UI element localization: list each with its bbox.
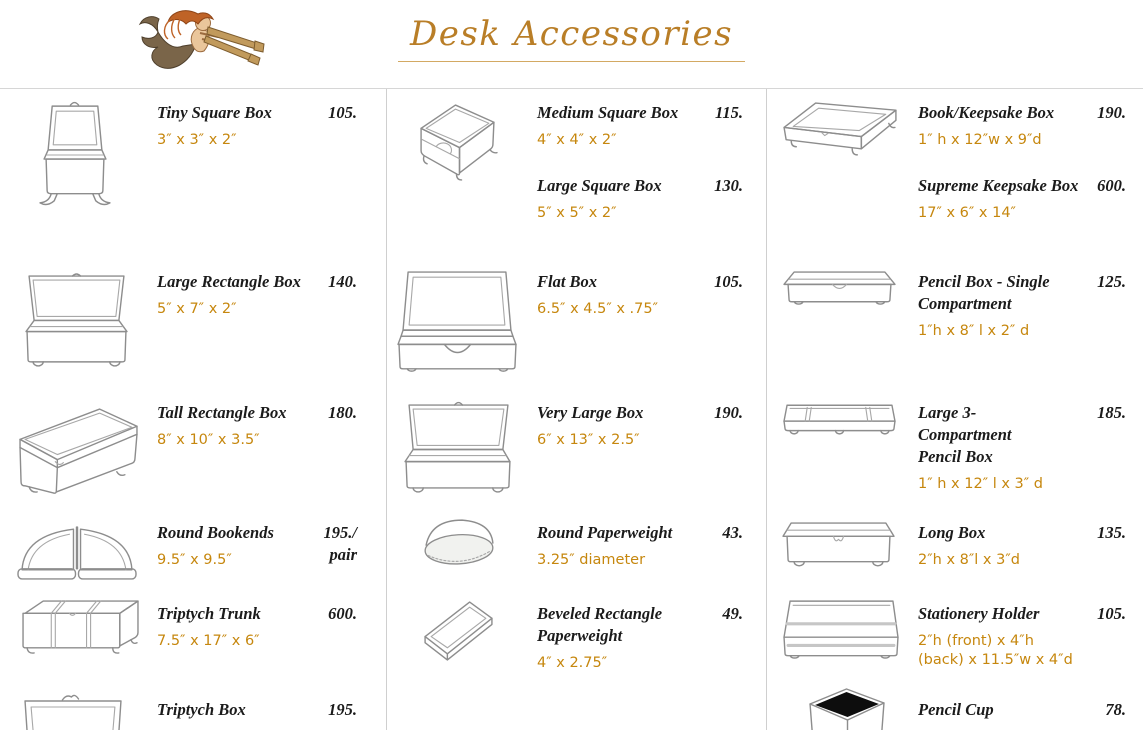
product-pencil-box-single-compartment	[918, 271, 1126, 341]
product-round-bookends	[157, 522, 357, 570]
banded-trunk-illustration	[18, 596, 141, 657]
product-price: 49.	[722, 604, 743, 623]
product-name: Triptych Box	[157, 700, 246, 719]
product-beveled-rectangle-paperweight	[537, 603, 743, 673]
product-very-large-box	[537, 402, 743, 450]
product-price: 195./ pair	[323, 523, 357, 564]
product-stationery-holder	[918, 603, 1126, 670]
product-dimensions: 8″ x 10″ x 3.5″	[157, 432, 260, 448]
open-flat-box-illustration	[395, 269, 521, 379]
product-dimensions: 7.5″ x 17″ x 6″	[157, 633, 260, 649]
product-round-paperweight	[537, 522, 743, 570]
closed-square-box-three-quarter-view-illustration	[414, 99, 501, 182]
three-compartment-pencil-box-illustration	[781, 400, 898, 437]
product-name: Flat Box	[537, 272, 598, 291]
product-price: 125.	[1097, 272, 1126, 291]
product-price: 105.	[714, 272, 743, 291]
product-dimensions: 5″ x 7″ x 2″	[157, 301, 237, 317]
product-name: Book/Keepsake Box	[918, 103, 1055, 122]
product-name: Large 3-Compartment Pencil Box	[918, 403, 1012, 466]
open-box-lid-partial-illustration	[21, 693, 125, 730]
open-square-box-with-feet-illustration	[37, 99, 113, 211]
product-price: 190.	[714, 403, 743, 422]
product-name: Round Bookends	[157, 523, 274, 542]
closed-box-three-quarter-view-illustration	[15, 401, 141, 500]
column-divider-2	[766, 89, 767, 730]
product-name: Long Box	[918, 523, 986, 542]
product-dimensions: 6″ x 13″ x 2.5″	[537, 432, 640, 448]
product-name: Supreme Keepsake Box	[918, 176, 1079, 195]
product-price: 130.	[714, 176, 743, 195]
product-price: 105.	[1097, 604, 1126, 623]
product-large-3-compartment-pencil-box	[918, 402, 1126, 494]
product-medium-square-box	[537, 102, 743, 150]
product-name: Large Rectangle Box	[157, 272, 301, 291]
header-divider	[0, 88, 1143, 89]
product-dimensions: 3.25″ diameter	[537, 552, 646, 568]
product-price: 190.	[1097, 103, 1126, 122]
product-dimensions: 4″ x 4″ x 2″	[537, 132, 617, 148]
open-large-box-illustration	[397, 399, 519, 498]
square-pencil-cup-partial-illustration	[806, 688, 887, 730]
product-dimensions: 2″h (front) x 4″h (back) x 11.5″w x 4″d	[918, 633, 1073, 668]
open-stationery-holder-illustration	[780, 596, 901, 666]
product-dimensions: 1″h x 8″ l x 2″ d	[918, 323, 1030, 339]
long-box-with-lid-illustration	[778, 519, 899, 578]
product-dimensions: 4″ x 2.75″	[537, 655, 608, 671]
product-price: 600.	[328, 604, 357, 623]
product-name: Round Paperweight	[537, 523, 673, 542]
product-name: Tiny Square Box	[157, 103, 272, 122]
product-dimensions: 6.5″ x 4.5″ x .75″	[537, 301, 659, 317]
product-book-keepsake-box	[918, 102, 1126, 150]
product-flat-box	[537, 271, 743, 319]
product-price: 43.	[722, 523, 743, 542]
product-price: 135.	[1097, 523, 1126, 542]
product-triptych-box	[157, 699, 357, 728]
product-tall-rectangle-box	[157, 402, 357, 450]
product-dimensions: 3″ x 3″ x 2″	[157, 132, 237, 148]
pair-of-round-bookends-illustration	[16, 519, 138, 582]
product-dimensions: 1″ h x 12″ l x 3″ d	[918, 476, 1043, 492]
glass-dome-paperweight-illustration	[421, 516, 498, 568]
beveled-rectangle-paperweight-illustration	[418, 597, 498, 663]
product-name: Medium Square Box	[537, 103, 679, 122]
product-price: 185.	[1097, 403, 1126, 422]
product-dimensions: 17″ x 6″ x 14″	[918, 205, 1016, 221]
product-name: Triptych Trunk	[157, 604, 261, 623]
product-name: Very Large Box	[537, 403, 644, 422]
product-name: Large Square Box	[537, 176, 662, 195]
product-large-square-box	[537, 175, 743, 223]
product-price: 78.	[1105, 700, 1126, 719]
open-rectangle-box-illustration	[20, 271, 133, 375]
product-dimensions: 9.5″ x 9.5″	[157, 552, 232, 568]
product-name: Pencil Cup	[918, 700, 994, 719]
product-name: Beveled Rectangle Paperweight	[537, 604, 663, 645]
column-divider-1	[386, 89, 387, 730]
product-long-box	[918, 522, 1126, 570]
wide-flat-keepsake-box-illustration	[779, 97, 901, 163]
product-price: 140.	[328, 272, 357, 291]
product-price: 115.	[715, 103, 743, 122]
product-name: Tall Rectangle Box	[157, 403, 287, 422]
product-price: 105.	[328, 103, 357, 122]
page-title: Desk Accessories	[398, 14, 745, 62]
product-tiny-square-box	[157, 102, 357, 150]
product-pencil-cup	[918, 699, 1126, 728]
product-name: Pencil Box - Single Compartment	[918, 272, 1050, 313]
page-header	[0, 0, 1143, 88]
product-price: 195.	[328, 700, 357, 719]
product-large-rectangle-box	[157, 271, 357, 319]
long-low-pencil-box-illustration	[780, 269, 899, 313]
product-dimensions: 2″h x 8″l x 3″d	[918, 552, 1020, 568]
product-price: 180.	[328, 403, 357, 422]
product-triptych-trunk	[157, 603, 357, 651]
product-name: Stationery Holder	[918, 604, 1040, 623]
product-supreme-keepsake-box	[918, 175, 1126, 223]
product-dimensions: 1″ h x 12″w x 9″d	[918, 132, 1042, 148]
product-dimensions: 5″ x 5″ x 2″	[537, 205, 617, 221]
product-price: 600.	[1097, 176, 1126, 195]
